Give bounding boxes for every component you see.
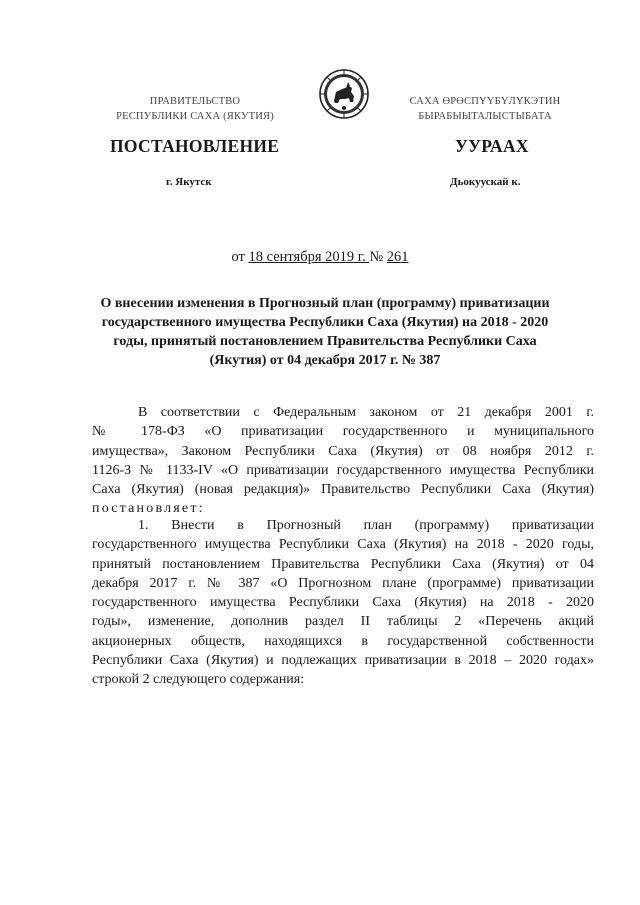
date-prefix: от: [231, 249, 249, 265]
document-date: 18 сентября 2019 г.: [248, 249, 370, 265]
text-line: строкой 2 следующего содержания:: [92, 672, 305, 688]
title-line: годы, принятый постановлением Правительства Республики Саха: [113, 334, 537, 349]
city-yakut: Дьокуускай к.: [450, 176, 521, 188]
org-line-2: РЕСПУБЛИКИ САХА (ЯКУТИЯ): [116, 111, 274, 122]
document-number: 261: [386, 249, 409, 265]
doc-type-russian: ПОСТАНОВЛЕНИЕ: [110, 136, 280, 156]
text-line: 1126-З № 1133-IV «О приватизации государственного имущества Республики: [92, 462, 594, 478]
text-line: государственного имущества Республики Саха (Якутия) на 2018 - 2020 годы,: [92, 537, 594, 553]
text-line: 1. Внести в Прогнозный план (программу) приватизации: [138, 518, 594, 533]
text-line: акционерных обществ, находящихся в государственной собственности: [92, 633, 594, 649]
city-russian: г. Якутск: [166, 176, 212, 188]
text-line-decree: постановляет:: [92, 501, 205, 517]
text-line: декабря 2017 г. № 387 «О Прогнозном плане (программе) приватизации: [92, 575, 594, 591]
document-title: [90, 294, 560, 370]
text-line: имущества», Законом Республики Саха (Якутия) от 08 ноября 2012 г.: [92, 443, 594, 459]
text-line: В соответствии с Федеральным законом от 21 декабря 2001 г.: [138, 405, 594, 420]
org-line-2: БЫРАБЫЫТАЛЫСТЫБАТА: [418, 111, 552, 122]
title-line: (Якутия) от 04 декабря 2017 г. № 387: [209, 353, 441, 368]
text-line: Саха (Якутия) (новая редакция)» Правительство Республики Саха (Якутия): [92, 482, 594, 498]
title-line: О внесении изменения в Прогнозный план (программу) приватизации: [100, 296, 550, 311]
doc-type-yakut: УУРААХ: [455, 136, 529, 156]
org-line-1: САХА ӨРӨСПҮҮБҮЛҮКЭТИН: [409, 96, 561, 107]
date-and-number: [0, 249, 640, 266]
text-line: принятый постановлением Правительства Республики Саха (Якутия) от 04: [92, 556, 594, 572]
number-sign: №: [369, 249, 387, 265]
org-line-1: ПРАВИТЕЛЬСТВО: [149, 96, 241, 107]
text-line: государственного имущества Республики Саха (Якутия) на 2018 - 2020: [92, 595, 594, 611]
org-name-russian: [105, 94, 285, 124]
text-line: Республики Саха (Якутия) и подлежащих приватизации в 2018 – 2020 годах»: [92, 653, 594, 669]
title-line: государственного имущества Республики Саха (Якутия) на 2018 - 2020: [101, 315, 549, 330]
text-line: № 178-ФЗ «О приватизации государственного и муниципального: [92, 424, 594, 440]
text-line: годы», изменение, дополнив раздел II таблицы 2 «Перечень акций: [92, 614, 594, 630]
coat-of-arms-icon: [318, 68, 370, 120]
org-name-yakut: [385, 94, 585, 124]
clause-1-paragraph: [92, 516, 594, 690]
preamble-paragraph: [92, 403, 594, 519]
